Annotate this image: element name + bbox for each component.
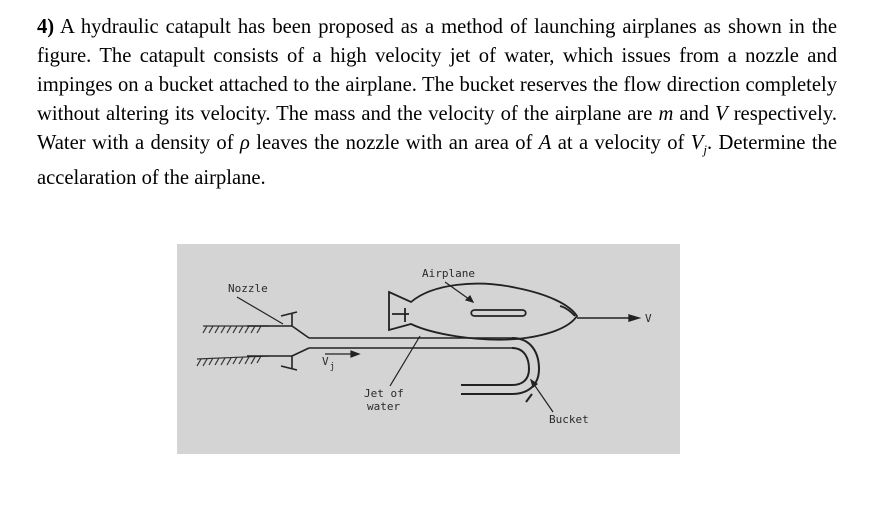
jet-label-line2: water [367,400,401,413]
problem-number: 4) [37,16,55,38]
var-rho: ρ [239,132,250,154]
var-V: V [715,103,728,125]
airplane-label: Airplane [422,267,475,280]
problem-text-3: respectively. Water with a density of [37,103,838,154]
velocity-arrow [577,315,639,321]
var-A: A [538,132,552,154]
bucket-label: Bucket [549,413,589,426]
jet-label-line1: Jet of [364,387,404,400]
catapult-diagram [177,244,680,454]
var-Vj: $V_j$ [690,132,707,158]
problem-statement [37,13,837,193]
ground-hatch [197,326,269,366]
problem-text-4: leaves the nozzle with an area of [249,132,539,154]
jet-velocity-label: $V_j$ [322,355,336,372]
problem-text-1: A hydraulic catapult has been proposed as a method of launching airplanes as shown in the figure. The catapult consists of a high velocity jet of water, which issues from a nozzle and impinges on a bucket attached to the airplane. The bucket reserves the flow direction completely without altering its velocity. The mass and the velocity of the airplane are [37,16,837,125]
problem-text-6: . Determine the accelaration of the airplane. [37,132,837,190]
var-m: m [658,103,674,125]
airplane [389,284,577,340]
problem-text-2: and [673,103,716,125]
nozzle-label: Nozzle [228,282,268,295]
velocity-label: V [645,312,652,325]
catapult-figure [177,244,680,454]
problem-text-5: at a velocity of [551,132,691,154]
